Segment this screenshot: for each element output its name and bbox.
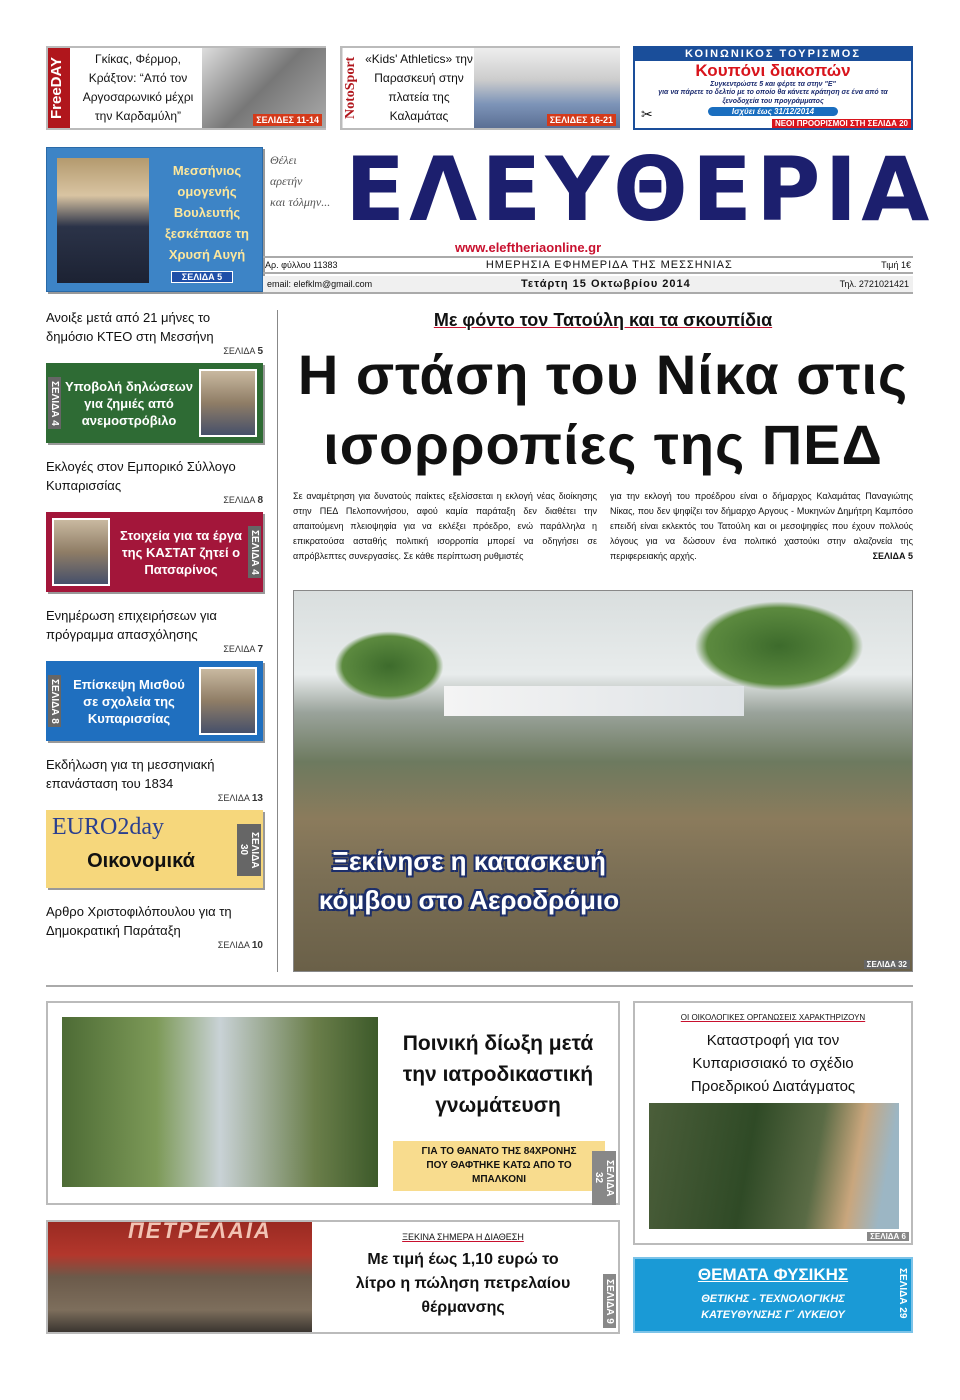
left-headline-item[interactable] (46, 902, 263, 951)
masthead-bar-2 (263, 276, 913, 294)
mp-photo (57, 158, 149, 283)
page-label: ΣΕΛΙΔΑ (223, 644, 255, 654)
left-headline: Εκδήλωση για τη μεσσηνιακή επανάσταση του 1834 (46, 757, 215, 791)
left-headline-item[interactable] (46, 755, 263, 804)
motto-line: Θέλει (270, 153, 297, 167)
page-number: 5 (257, 346, 263, 357)
left-promo-box[interactable] (46, 512, 263, 592)
coupon-footer: ΝΕΟΙ ΠΡΟΟΡΙΣΜΟΙ ΣΤΗ ΣΕΛΙΔΑ 20 (772, 119, 911, 128)
story-page: ΣΕΛΙΔΑ 6 (867, 1232, 909, 1241)
notosport-logo: NotoSport (342, 48, 362, 128)
website-link[interactable]: www.eleftheriaonline.gr (455, 240, 602, 255)
promo-text: «Kids' Athletics» την Παρασκευή στην πλατεία της Καλαμάτας (365, 52, 473, 123)
box-page: ΣΕΛΙΔΑ 8 (48, 675, 61, 727)
issue-date: Τετάρτη 15 Οκτωβρίου 2014 (520, 278, 691, 290)
left-headline: Εκλογές στον Εμπορικό Σύλλογο Κυπαρισσίας (46, 459, 236, 493)
fuel-truck-photo (48, 1222, 312, 1332)
palm-tree (334, 631, 444, 701)
story-headline: Με τιμή έως 1,10 ευρώ το λίτρο η πώληση πετρελαίου θέρμανσης (355, 1251, 571, 1316)
page-ref (46, 940, 263, 951)
feature-box[interactable] (46, 147, 263, 292)
feature-page: ΣΕΛΙΔΑ 5 (171, 271, 233, 283)
page-number: 7 (257, 644, 263, 655)
left-headline: Ενημέρωση επιχειρήσεων για πρόγραμμα απασχόλησης (46, 608, 217, 642)
promo-pages: ΣΕΛΙΔΕΣ 16-21 (547, 114, 616, 126)
story-page: ΣΕΛΙΔΑ 32 (592, 1151, 616, 1205)
physics-title: ΘΕΜΑΤΑ ΦΥΣΙΚΗΣ (697, 1265, 849, 1284)
left-headline-item[interactable] (46, 457, 263, 506)
left-headline-item[interactable] (46, 308, 263, 357)
lead-kicker: Με φόντο τον Τατούλη και τα σκουπίδια (433, 310, 773, 330)
box-page: ΣΕΛΙΔΑ 4 (248, 526, 261, 578)
photo-page[interactable]: ΣΕΛΙΔΑ 32 (864, 960, 910, 969)
column-rule (277, 310, 278, 972)
masthead-title: ΕΛΕΥΘΕΡΙΑ (345, 138, 934, 241)
story-page: ΣΕΛΙΔΑ 9 (603, 1274, 616, 1328)
page-label: ΣΕΛΙΔΑ (217, 940, 250, 950)
promo-coupon[interactable] (633, 46, 913, 130)
phone: Τηλ. 2721021421 (839, 279, 909, 289)
story-kyparissiakos[interactable] (633, 1001, 913, 1245)
euro2day-logo: EURO2day (52, 814, 164, 840)
box-page: ΣΕΛΙΔΑ 4 (48, 377, 61, 429)
lead-body-col2 (610, 489, 913, 564)
buses (444, 686, 744, 716)
physics-page: ΣΕΛΙΔΑ 29 (897, 1267, 908, 1319)
box-photo (199, 667, 257, 735)
left-promo-box[interactable] (46, 661, 263, 741)
coupon-header: ΚΟΙΝΩΝΙΚΟΣ ΤΟΥΡΙΣΜΟΣ (635, 48, 911, 61)
coupon-line1: Συγκεντρώστε 5 και φέρτε τα στην "Ε" (710, 81, 836, 88)
motto-line: αρετήν (270, 174, 303, 188)
coupon-title: Κουπόνι διακοπών (695, 61, 851, 80)
issue-number: Αρ. φύλλου 11383 (265, 260, 338, 270)
page-ref (46, 346, 263, 357)
left-headline-item[interactable] (46, 606, 263, 655)
photo-caption: Ξεκίνησε η κατασκευή κόμβου στο Αεροδρόμιο (318, 846, 620, 915)
motto (270, 150, 330, 213)
story-kicker: ΞΕΚΙΝΑ ΣΗΜΕΡΑ Η ΔΙΑΘΕΣΗ (402, 1232, 524, 1242)
story-headline: Καταστροφή για τον Κυπαρισσιακό το σχέδιο Προεδρικού Διατάγματος (690, 1032, 856, 1095)
left-promo-box[interactable] (46, 363, 263, 443)
story-kicker: ΟΙ ΟΙΚΟΛΟΓΙΚΕΣ ΟΡΓΑΝΩΣΕΙΣ ΧΑΡΑΚΤΗΡΙΖΟΥΝ (680, 1013, 866, 1022)
lead-page[interactable]: ΣΕΛΙΔΑ 5 (872, 551, 913, 561)
left-headline: Αρθρο Χριστοφιλόπουλου για τη Δημοκρατική Παράταξη (46, 904, 232, 938)
page-label: ΣΕΛΙΔΑ (217, 793, 250, 803)
page-ref (46, 793, 263, 804)
page-number: 8 (257, 495, 263, 506)
palm-tree (694, 601, 864, 691)
box-photo (52, 518, 110, 586)
price: Τιμή 1€ (881, 260, 911, 270)
lead-headline[interactable]: Η στάση του Νίκα στις ισορροπίες της ΠΕΔ (297, 343, 909, 476)
page-label: ΣΕΛΙΔΑ (223, 346, 255, 356)
page-ref (46, 495, 263, 506)
feature-text: Μεσσήνιος ομογενής Βουλευτής ξεσκέπασε τη Χρυσή Αυγή (165, 162, 249, 262)
promo-freeday[interactable] (46, 46, 326, 130)
story-subhead: ΓΙΑ ΤΟ ΘΑΝΑΤΟ ΤΗΣ 84ΧΡΟΝΗΣ ΠΟΥ ΘΑΦΤΗΚΕ ΚΑΤΩ ΑΠΟ ΤΟ ΜΠΑΛΚΟΝΙ (393, 1141, 605, 1191)
promo-text: Γκίκας, Φέρμορ, Κράξτον: “Από τον Αργοσαρωνικό μέχρι την Καρδαμύλη” (82, 52, 194, 123)
scissors-icon: ✂ (641, 106, 653, 122)
coupon-valid: Ισχύει έως 31/12/2014 (708, 107, 838, 116)
lead-body-text: για την εκλογή του προέδρου είναι ο δήμαρχος Καλαμάτας Παναγιώτης Νίκας, που δεν ψηφίζει τον δήμαρχο Αργους - Μυκηνών Δημήτρη Καμπόσο επειδή είναι εκλεκτός του Τατούλη και οι μεσοψηφίες που έχουν πολλούς λόγους για να δώσουν ένα πολιτικό χαστούκι στην αλαζονεία της περιφερειακής αρχής. (610, 491, 913, 561)
box-text: Επίσκεψη Μισθού σε σχολεία της Κυπαρισσίας (73, 676, 185, 726)
box-text: Οικονομικά (87, 850, 195, 872)
box-text: Στοιχεία για τα έργα της ΚΑΣΤΑΤ ζητεί ο Πατσαρίνος (119, 527, 243, 577)
story-headline: Ποινική δίωξη μετά την ιατροδικαστική γνωμάτευση (402, 1031, 594, 1117)
promo-notosport[interactable] (340, 46, 620, 130)
coupon-line2: για να πάρετε το δελτίο με το οποίο θα κάνετε κράτηση σε ένα από τα ξενοδοχεία του προγράμματος (658, 89, 888, 105)
page-number: 13 (251, 793, 263, 804)
physics-box[interactable] (633, 1257, 913, 1333)
email[interactable]: email: elefklm@gmail.com (267, 279, 373, 289)
airport-photo[interactable] (293, 590, 913, 972)
section-rule (46, 985, 913, 987)
left-column (46, 308, 263, 957)
box-text: Υποβολή δηλώσεων για ζημιές από ανεμοστρόβιλο (64, 378, 193, 428)
page-number: 10 (251, 940, 263, 951)
page-ref (46, 644, 263, 655)
motto-line: και τόλμην... (270, 195, 331, 209)
physics-sub: ΘΕΤΙΚΗΣ - ΤΕΧΝΟΛΟΓΙΚΗΣ ΚΑΤΕΥΘΥΝΣΗΣ Γ΄ ΛΥΚΕΙΟΥ (701, 1293, 845, 1321)
masthead-bar-1 (263, 256, 913, 274)
truck-lettering: ΠΕΤΡΕΛΑΙΑ (128, 1222, 272, 1243)
freeday-logo: FreeDAY (48, 48, 70, 128)
gate-photo (62, 1017, 378, 1187)
left-headline: Ανοιξε μετά από 21 μήνες το δημόσιο ΚΤΕΟ στη Μεσσήνη (46, 310, 214, 344)
left-promo-box[interactable] (46, 810, 263, 888)
lead-body-col1: Σε αναμέτρηση για δυνατούς παίκτες εξελίσσεται η εκλογή νέας διοίκησης στην ΠΕΔ Πελοποννήσου, αφού καμία παράταξη δεν διαθέτει την απαιτούμενη πλειοψηφία για να εκλέξει πρόεδρο, ενώ παράλληλα η επικρατούσα ασταθής πολιτική ισορροπία μπορεί να οδηγήσει σε απρόβλεπτες συνεργασίες. Σε κάθε περίπτωση ρυθμιστές (293, 491, 597, 561)
story-prosecution[interactable] (46, 1001, 620, 1205)
coast-photo (649, 1103, 899, 1229)
story-heating-oil[interactable] (46, 1220, 620, 1334)
promo-pages: ΣΕΛΙΔΕΣ 11-14 (253, 114, 322, 126)
box-page: ΣΕΛΙΔΑ 30 (237, 824, 261, 876)
page-label: ΣΕΛΙΔΑ (223, 495, 255, 505)
box-photo (199, 369, 257, 437)
newspaper-subtitle: ΗΜΕΡΗΣΙΑ ΕΦΗΜΕΡΙΔΑ ΤΗΣ ΜΕΣΣΗΝΙΑΣ (485, 259, 733, 271)
